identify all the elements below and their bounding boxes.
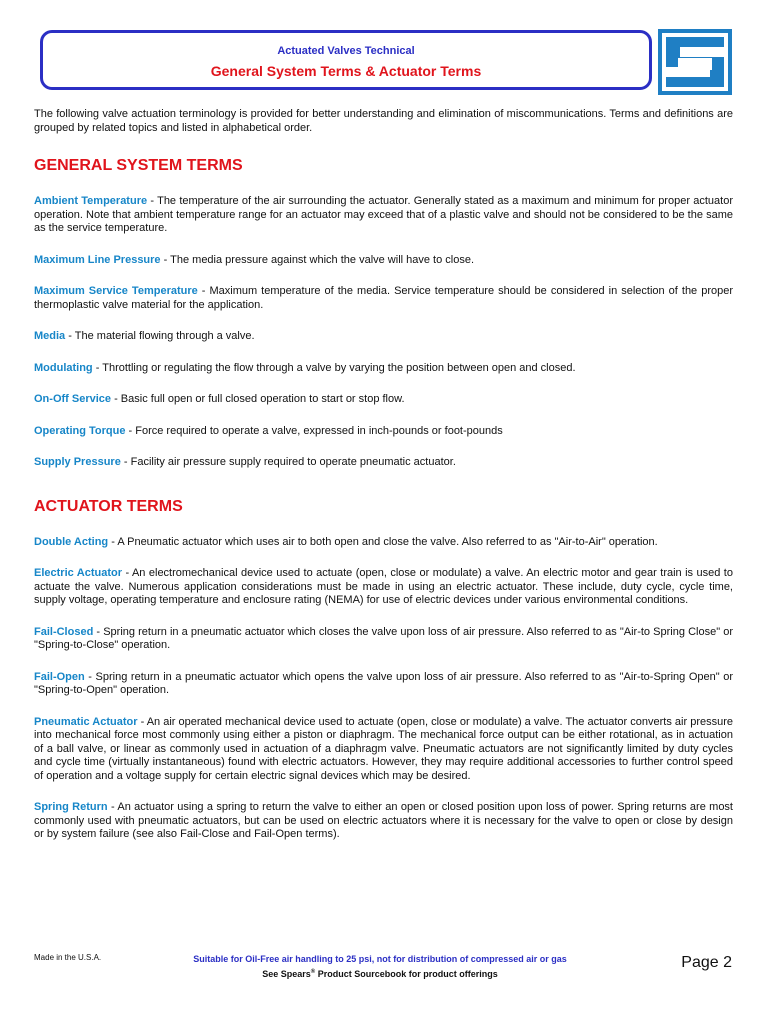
- spears-logo: [658, 29, 732, 95]
- page-title: General System Terms & Actuator Terms: [210, 63, 482, 79]
- term-definition: - Throttling or regulating the flow through a valve by varying the position between open and closed.: [92, 361, 576, 374]
- term-entry: [34, 567, 733, 608]
- intro-paragraph: The following valve actuation terminology is provided for better understanding and elimination of miscommunications. Terms and definitions are grouped by related topics and listed in alphabetical order.: [34, 108, 733, 134]
- term-name: Operating Torque: [34, 424, 126, 437]
- term-definition: - Spring return in a pneumatic actuator which closes the valve upon loss of air pressure. Also referred to as "Air-to Spring Close" or "Spring-to-Close" operation.: [34, 625, 733, 651]
- document-body: [34, 108, 733, 860]
- term-definition: - Spring return in a pneumatic actuator which opens the valve upon loss of air pressure. Also referred to as "Air-to-Spring Open" or "Spring-to-Open" operation.: [34, 670, 733, 696]
- term-entry: [34, 195, 733, 236]
- header-banner: [40, 30, 652, 90]
- term-name: Modulating: [34, 361, 93, 374]
- term-name: Ambient Temperature: [34, 195, 148, 207]
- term-entry: [34, 801, 733, 842]
- term-name: On-Off Service: [34, 393, 112, 405]
- term-definition: - Facility air pressure supply required to operate pneumatic actuator.: [120, 456, 456, 468]
- footer-notice: [180, 953, 580, 981]
- term-entry: [34, 425, 733, 439]
- term-definition: - A Pneumatic actuator which uses air to both open and close the valve. Also referred to as "Air-to-Air" operation.: [108, 535, 658, 548]
- footer-sourcebook: See Spears® Product Sourcebook for product offerings: [262, 969, 498, 979]
- term-name: Media: [34, 330, 66, 342]
- page-number: Page 2: [681, 954, 732, 971]
- term-name: Spring Return: [34, 801, 108, 813]
- term-entry: [34, 254, 733, 268]
- term-entry: [34, 716, 733, 784]
- section-heading: ACTUATOR TERMS: [34, 497, 183, 515]
- term-entry: [34, 393, 733, 407]
- section-general-system-terms: [34, 157, 733, 470]
- term-name: Maximum Service Temperature: [34, 285, 198, 297]
- header-subtitle: Actuated Valves Technical: [277, 45, 415, 57]
- footer-air-notice: Suitable for Oil-Free air handling to 25 psi, not for distribution of compressed air or gas: [193, 954, 567, 964]
- term-definition: - An air operated mechanical device used to actuate (open, close or modulate) a valve. The actuator converts air pressure into mechanical force most commonly using either a piston or diaphragm. The mechanical force output can be either rotational, as in actuation of a ball valve, or linear as commonly used in actuation of a diaphragm valve. Pneumatic actuators are not significantly limited by duty cycles and cycle time (virtually instantaneous) found with electric actuators. However, they may require additional accessories to further control speed of operation and a voltage supply for certain electric signal devices which may be desired.: [34, 715, 733, 782]
- term-definition: - Maximum temperature of the media. Service temperature should be considered in selection of the proper thermoplastic valve material for the application.: [34, 285, 734, 311]
- term-definition: - An actuator using a spring to return the valve to either an open or closed position upon loss of power. Spring returns are most commonly used with pneumatic actuators, but can be used on electric actuators where it is necessary for the valve to open or close by design or by system failure (see also Fail-Close and Fail-Open terms).: [34, 801, 733, 840]
- section-heading: GENERAL SYSTEM TERMS: [34, 157, 243, 174]
- term-definition: - An electromechanical device used to actuate (open, close or modulate) a valve. An electric motor and gear train is used to actuate the valve. Numerous application considerations must be made in using an electric actuator. These include, duty cycle, cycle time, supply voltage, operating temperature and enclosure rating (NEMA) for use of electric devices under various environmental conditions.: [34, 567, 733, 606]
- term-entry: [34, 671, 733, 698]
- term-definition: - Force required to operate a valve, expressed in inch-pounds or foot-pounds: [125, 424, 503, 437]
- term-definition: - The media pressure against which the valve will have to close.: [160, 253, 475, 266]
- term-entry: [34, 456, 733, 470]
- term-definition: - The material flowing through a valve.: [65, 330, 255, 342]
- term-entry: [34, 626, 733, 653]
- term-name: Fail-Closed: [34, 625, 94, 638]
- term-definition: - Basic full open or full closed operation to start or stop flow.: [111, 393, 405, 405]
- term-name: Electric Actuator: [34, 567, 123, 579]
- term-name: Supply Pressure: [34, 456, 121, 468]
- section-actuator-terms: [34, 498, 733, 842]
- term-name: Double Acting: [34, 535, 109, 548]
- term-name: Fail-Open: [34, 670, 85, 683]
- term-definition: - The temperature of the air surrounding the actuator. Generally stated as a maximum and minimum for proper actuator operation. Note that ambient temperature range for an actuator may exceed that of a plastic valve and should not be considered to be the same as the service temperature.: [34, 195, 734, 234]
- made-in-usa: Made in the U.S.A.: [34, 953, 102, 962]
- term-entry: [34, 285, 733, 312]
- term-entry: [34, 536, 733, 550]
- term-entry: [34, 330, 733, 344]
- term-name: Pneumatic Actuator: [34, 715, 138, 728]
- term-name: Maximum Line Pressure: [34, 253, 161, 266]
- term-entry: [34, 362, 733, 376]
